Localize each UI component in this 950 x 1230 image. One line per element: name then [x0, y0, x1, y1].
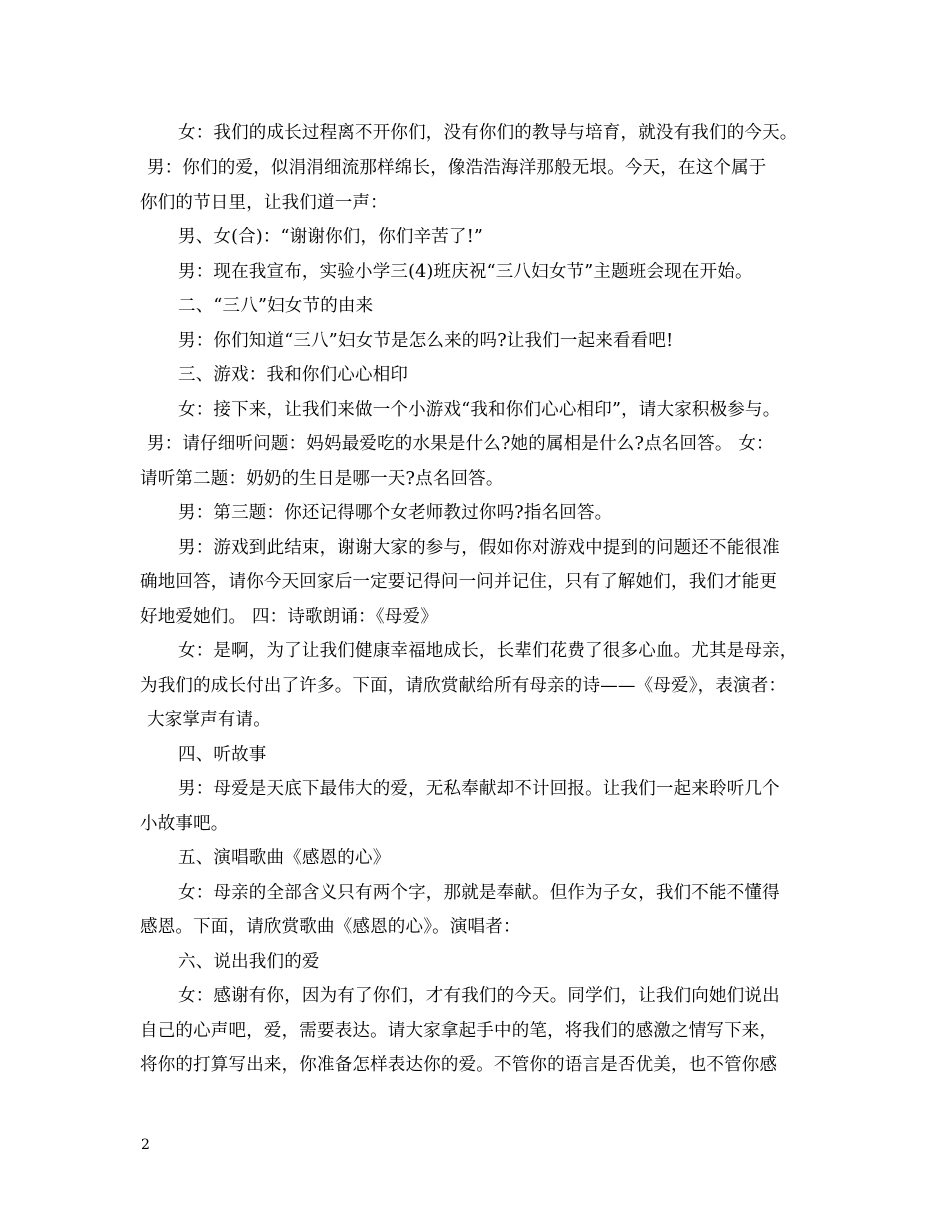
text-line: 小故事吧。 [140, 814, 229, 834]
text-line: 男：你们的爱，似涓涓细流那样绵长，像浩浩海洋那般无垠。今天，在这个属于 [147, 158, 767, 178]
text-line: 女：感谢有你，因为有了你们，才有我们的今天。同学们，让我们向她们说出 [178, 986, 780, 1006]
text-line: 好地爱她们。 四：诗歌朗诵：《母爱》 [140, 607, 438, 627]
section-heading: 六、说出我们的爱 [178, 952, 320, 972]
text-line: 感恩。下面，请欣赏歌曲《感恩的心》。演唱者： [140, 917, 521, 937]
text-line: 男：请仔细听问题：妈妈最爱吃的水果是什么?她的属相是什么?点名回答。 女： [147, 434, 774, 454]
text-line: 女：接下来，让我们来做一个小游戏“我和你们心心相印”，请大家积极参与。 [178, 400, 781, 420]
text-line: 请听第二题：奶奶的生日是哪一天?点名回答。 [140, 469, 504, 489]
text-line: 男、女(合)：“谢谢你们，你们辛苦了!” [178, 227, 484, 247]
text-line: 大家掌声有请。 [147, 710, 271, 730]
section-heading: 四、听故事 [178, 745, 267, 765]
text-line: 男：母爱是天底下最伟大的爱，无私奉献却不计回报。让我们一起来聆听几个 [178, 779, 780, 799]
text-line: 女：是啊，为了让我们健康幸福地成长，长辈们花费了很多心血。尤其是母亲， [178, 641, 798, 661]
text-line: 确地回答，请你今天回家后一定要记得问一问并记住，只有了解她们，我们才能更 [140, 572, 778, 592]
text-line: 男：现在我宣布，实验小学三(4)班庆祝“三八妇女节”主题班会现在开始。 [178, 262, 753, 282]
page-number: 2 [141, 1137, 150, 1153]
section-heading: 五、演唱歌曲《感恩的心》 [178, 848, 391, 868]
text-line: 男：第三题：你还记得哪个女老师教过你吗?指名回答。 [178, 503, 613, 523]
section-heading: 二、“三八”妇女节的由来 [178, 296, 374, 316]
text-line: 男：你们知道“三八”妇女节是怎么来的吗?让我们一起来看看吧! [178, 331, 674, 351]
text-line: 将你的打算写出来，你准备怎样表达你的爱。不管你的语言是否优美，也不管你感 [140, 1055, 778, 1075]
text-line: 女：我们的成长过程离不开你们，没有你们的教导与培育，就没有我们的今天。 [178, 123, 798, 143]
text-line: 自己的心声吧，爱，需要表达。请大家拿起手中的笔，将我们的感激之情写下来， [140, 1021, 778, 1041]
section-heading: 三、游戏：我和你们心心相印 [178, 365, 409, 385]
text-line: 男：游戏到此结束，谢谢大家的参与，假如你对游戏中提到的问题还不能很准 [178, 538, 780, 558]
text-line: 为我们的成长付出了许多。下面，请欣赏献给所有母亲的诗——《母爱》，表演者： [140, 676, 787, 696]
text-line: 你们的节日里，让我们道一声： [140, 193, 388, 213]
text-line: 女：母亲的全部含义只有两个字，那就是奉献。但作为子女，我们不能不懂得 [178, 883, 780, 903]
